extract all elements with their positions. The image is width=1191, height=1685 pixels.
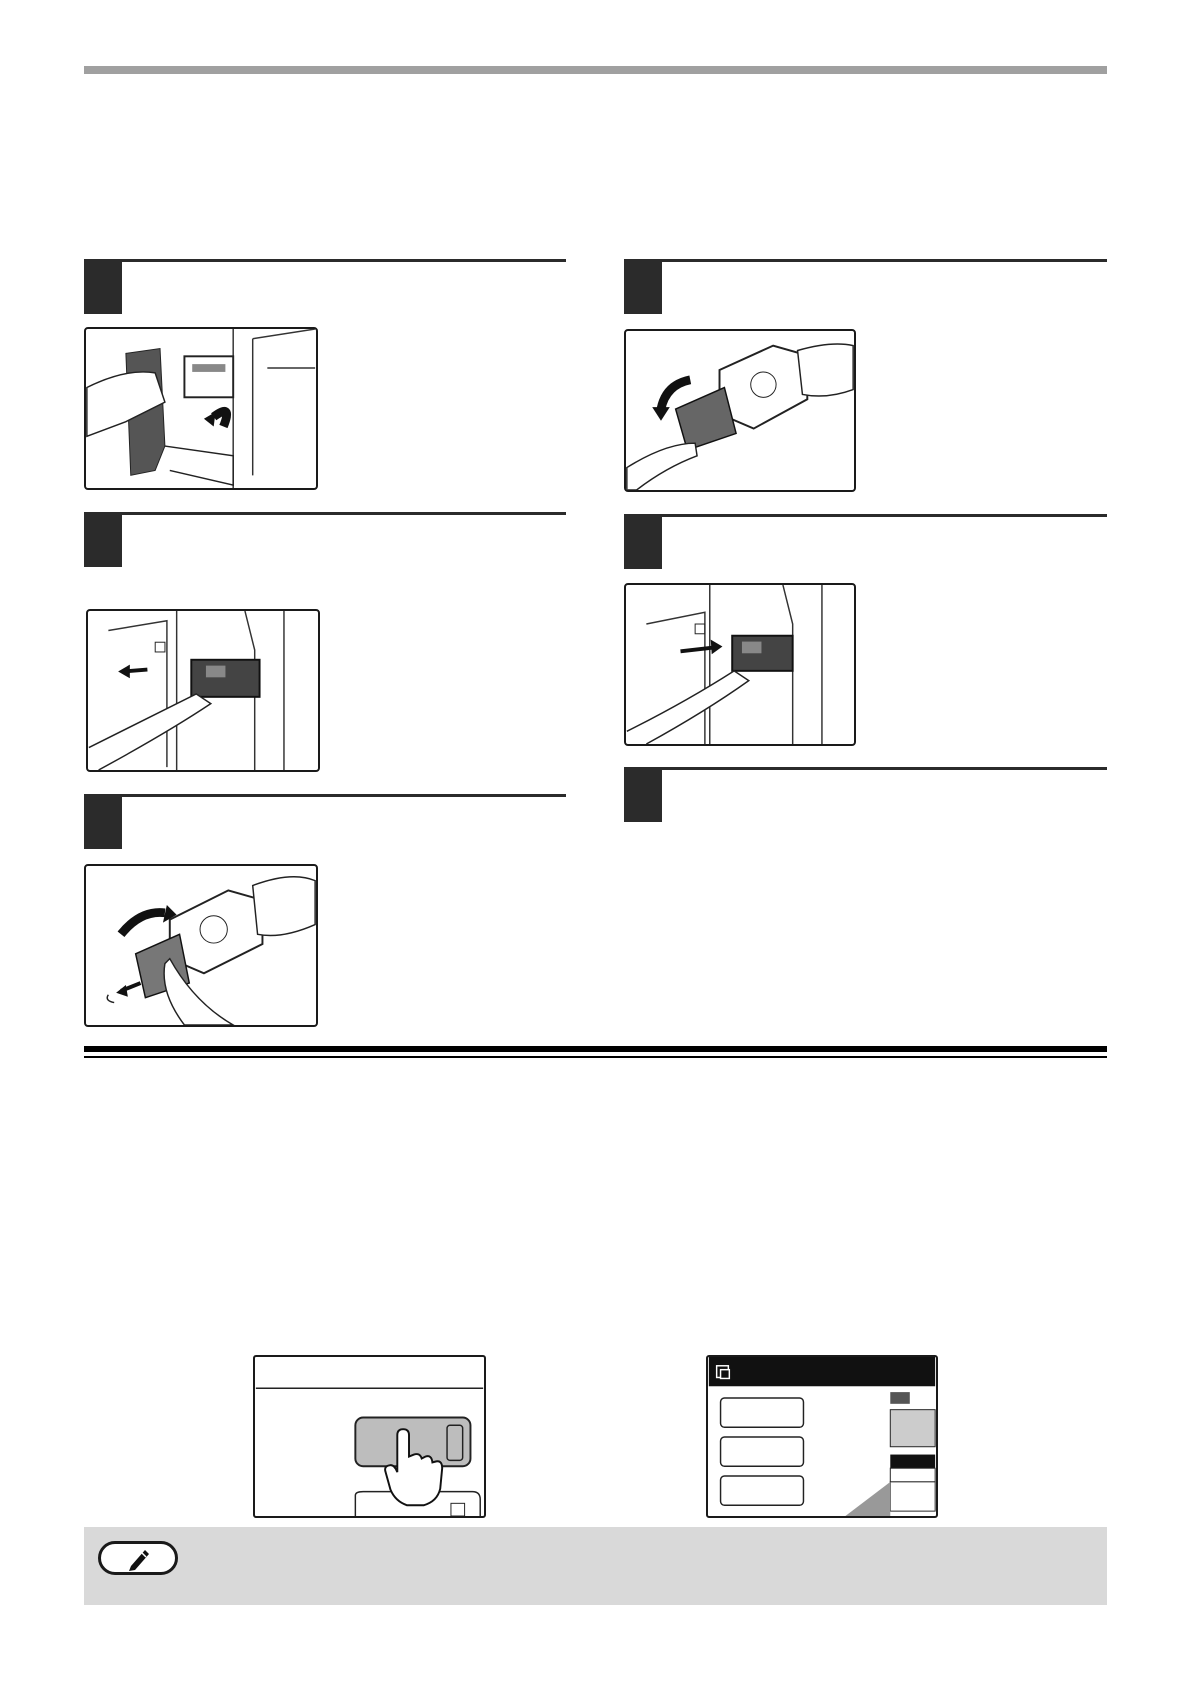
note-box [84,1527,1107,1605]
step-rule [624,259,1107,262]
step-6 [624,767,1107,827]
step-number-block [624,767,662,822]
insert-new-staple-case-icon [624,329,856,492]
step-4 [624,259,1107,319]
pull-out-staple-cartridge-icon [86,609,320,772]
step-rule [84,259,566,262]
step-3 [84,794,566,854]
push-in-staple-cartridge-icon [624,583,856,746]
step-rule [84,512,566,515]
step-number-block [624,514,662,569]
step-number-block [84,512,122,567]
step-number-block [84,259,122,314]
copy-mode-base-screen [706,1355,938,1518]
step-rule [624,514,1107,517]
section-rule-thin [84,1056,1107,1058]
remove-staple-case-icon [84,864,318,1027]
step-number-block [84,794,122,849]
step-2 [84,512,566,572]
header-rule [84,66,1107,74]
touch-panel-key-press [253,1355,486,1518]
section-rule [84,1046,1107,1052]
pencil-icon [98,1541,178,1575]
open-stapler-cover-icon [84,327,318,490]
step-1 [84,259,566,319]
step-5 [624,514,1107,574]
step-rule [624,767,1107,770]
step-rule [84,794,566,797]
step-number-block [624,259,662,314]
